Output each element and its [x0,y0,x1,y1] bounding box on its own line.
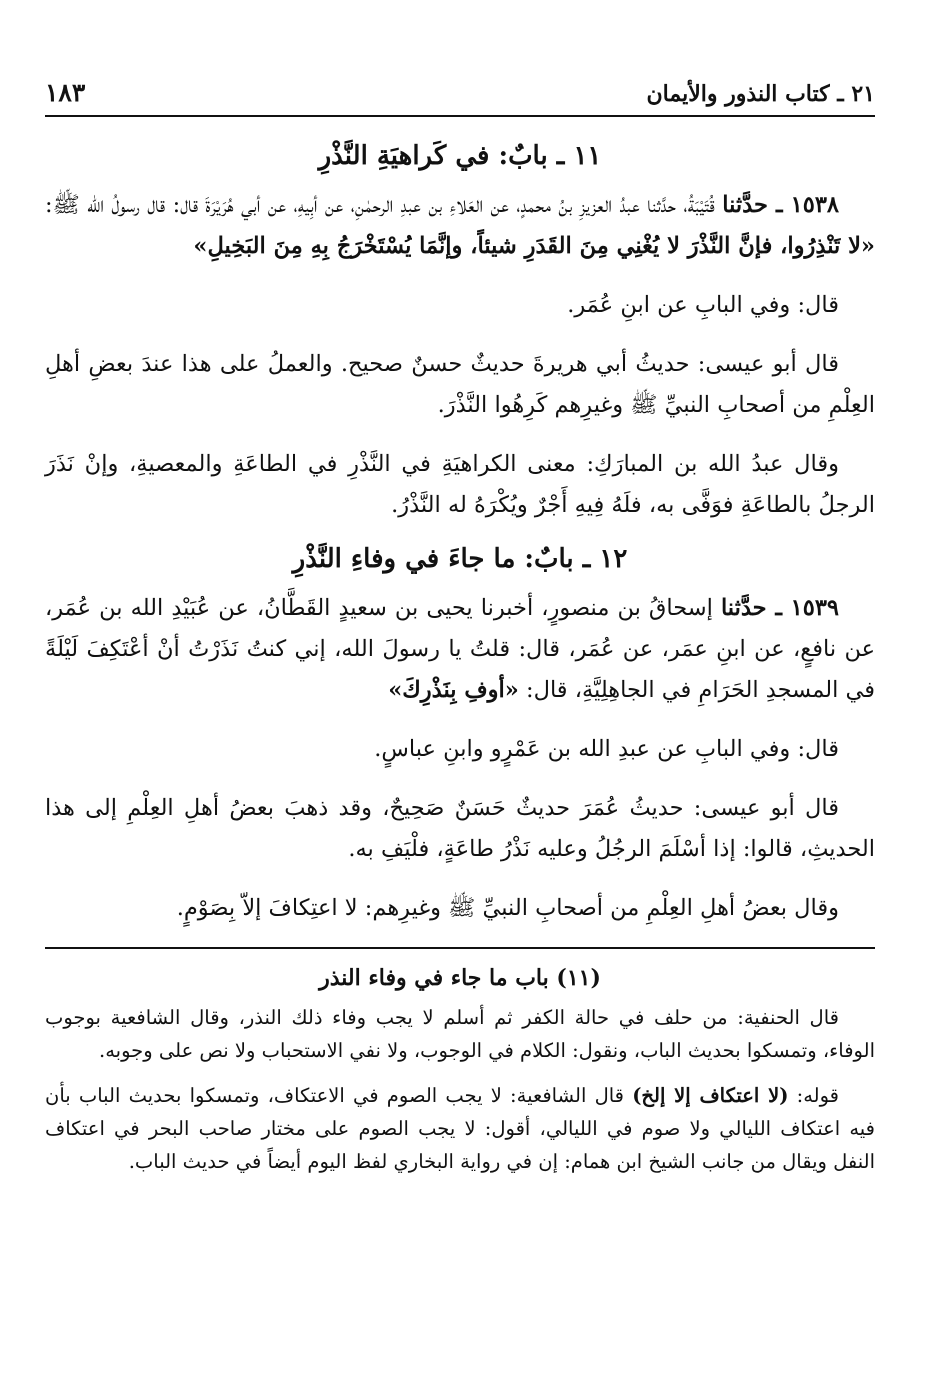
commentary-paragraph [45,1079,875,1178]
commentary-title: (١١) باب ما جاء في وفاء النذر [319,965,601,991]
commentary-quote: (لا اعتكاف إلا إلخ) [632,1084,789,1107]
paragraph: وقال بعضُ أهلِ العِلْمِ من أصحابِ النبيِّ ﷺ وغيرِهم: لا اعتِكافَ إلاّ بِصَوْمٍ. [176,895,839,921]
chapter-title: ٢١ ـ كتاب النذور والأيمان [646,81,875,107]
hadith-paragraph [45,588,875,711]
hadith-text: قُتَيْبَةُ، حدَّثنا عبدُ العزيزِ بنُ محمدٍ، عن العَلاءِ بن عبدِ الرحمٰنِ، عن أبِيهِ، عن أبي هُرَيْرَةَ قال: قال رسولُ الله ﷺ: [45,192,715,218]
hadith-quote: «لا تَنْذِرُوا، فإنَّ النَّذْرَ لا يُغْنِي مِنَ القَدَرِ شيئاً، وإنَّمَا يُسْتَخْرَجُ بِهِ مِنَ البَخِيلِ» [193,233,875,259]
paragraph: قال: وفي البابِ عن ابنِ عُمَر. [567,292,839,318]
hadith-paragraph [45,185,875,267]
hadith-number: ١٥٣٩ ـ حدَّثنا [720,595,840,621]
commentary-text: قال الشافعية: لا يجب الصوم في الاعتكاف، وتمسكوا بحديث الباب بأن فيه اعتكاف الليالي ولا صوم في الليالي، أقول: لا يجب الصوم على مختار صاحب البحر في اعتكاف النفل ويقال من جانب الشيخ ابن همام: إن في رواية البخاري لفظ اليوم أيضاً في حديث الباب. [45,1084,875,1173]
section-title: ١٢ ـ بابٌ: ما جاءَ في وفاءِ النَّذْرِ [292,544,628,574]
paragraph: وقال عبدُ الله بن المبارَكِ: معنى الكراهيَةِ في النَّذْرِ في الطاعَةِ والمعصيةِ، وإنْ نَذَرَ الرجلُ بالطاعَةِ فوَفَّى به، فلَهُ فِيهِ أَجْرٌ ويُكْرَهُ له النَّذْرُ. [45,451,875,518]
hadith-number: ١٥٣٨ ـ حدَّثنا [722,192,839,218]
paragraph: قال أبو عيسى: حديثُ أبي هريرةَ حديثٌ حسنٌ صحيح. والعملُ على هذا عندَ بعضِ أهلِ العِلْمِ من أصحابِ النبيِّ ﷺ وغيرِهم كَرِهُوا النَّذْرَ. [45,351,875,418]
book-page [45,78,875,1190]
page-number: ١٨٣ [45,78,86,107]
hadith-text: إسحاقُ بن منصورٍ، أخبرنا يحيى بن سعيدٍ القَطَّانُ، عن عُبَيْدِ الله بن عُمَر، عن نافعٍ، عن ابنِ عمَر، عن عُمَر، قال: قلتُ يا رسولَ الله، إني كنتُ نَذَرْتُ أنْ أعْتَكِفَ لَيْلَةً في المسجدِ الحَرَامِ في الجاهِلِيَّةِ، قال: [45,595,875,703]
running-header [45,78,875,117]
commentary-prefix: قوله: [788,1084,839,1107]
paragraph: قال: وفي البابِ عن عبدِ الله بن عَمْرٍو وابنِ عباسٍ. [374,736,839,762]
hadith-quote: «أوفِ بِنَذْرِكَ» [388,677,519,703]
paragraph: قال أبو عيسى: حديثُ عُمَرَ حديثٌ حَسَنٌ صَحِيحٌ، وقد ذهبَ بعضُ أهلِ العِلْمِ إلى هذا الحديثِ، قالوا: إذا أسْلَمَ الرجُلُ وعليه نَذْرُ طاعَةٍ، فلْيَفِ به. [45,795,875,862]
section-title: ١١ ـ بابٌ: في كَراهيَةِ النَّذْرِ [318,141,602,171]
commentary-divider [45,947,875,949]
commentary-paragraph: قال الحنفية: من حلف في حالة الكفر ثم أسلم لا يجب وفاء ذلك النذر، وقال الشافعية بوجوب الوفاء، وتمسكوا بحديث الباب، ونقول: الكلام في الوجوب، ولا نفي الاستحباب ولا نص على وجوبه. [45,1006,875,1062]
commentary [45,965,875,1178]
